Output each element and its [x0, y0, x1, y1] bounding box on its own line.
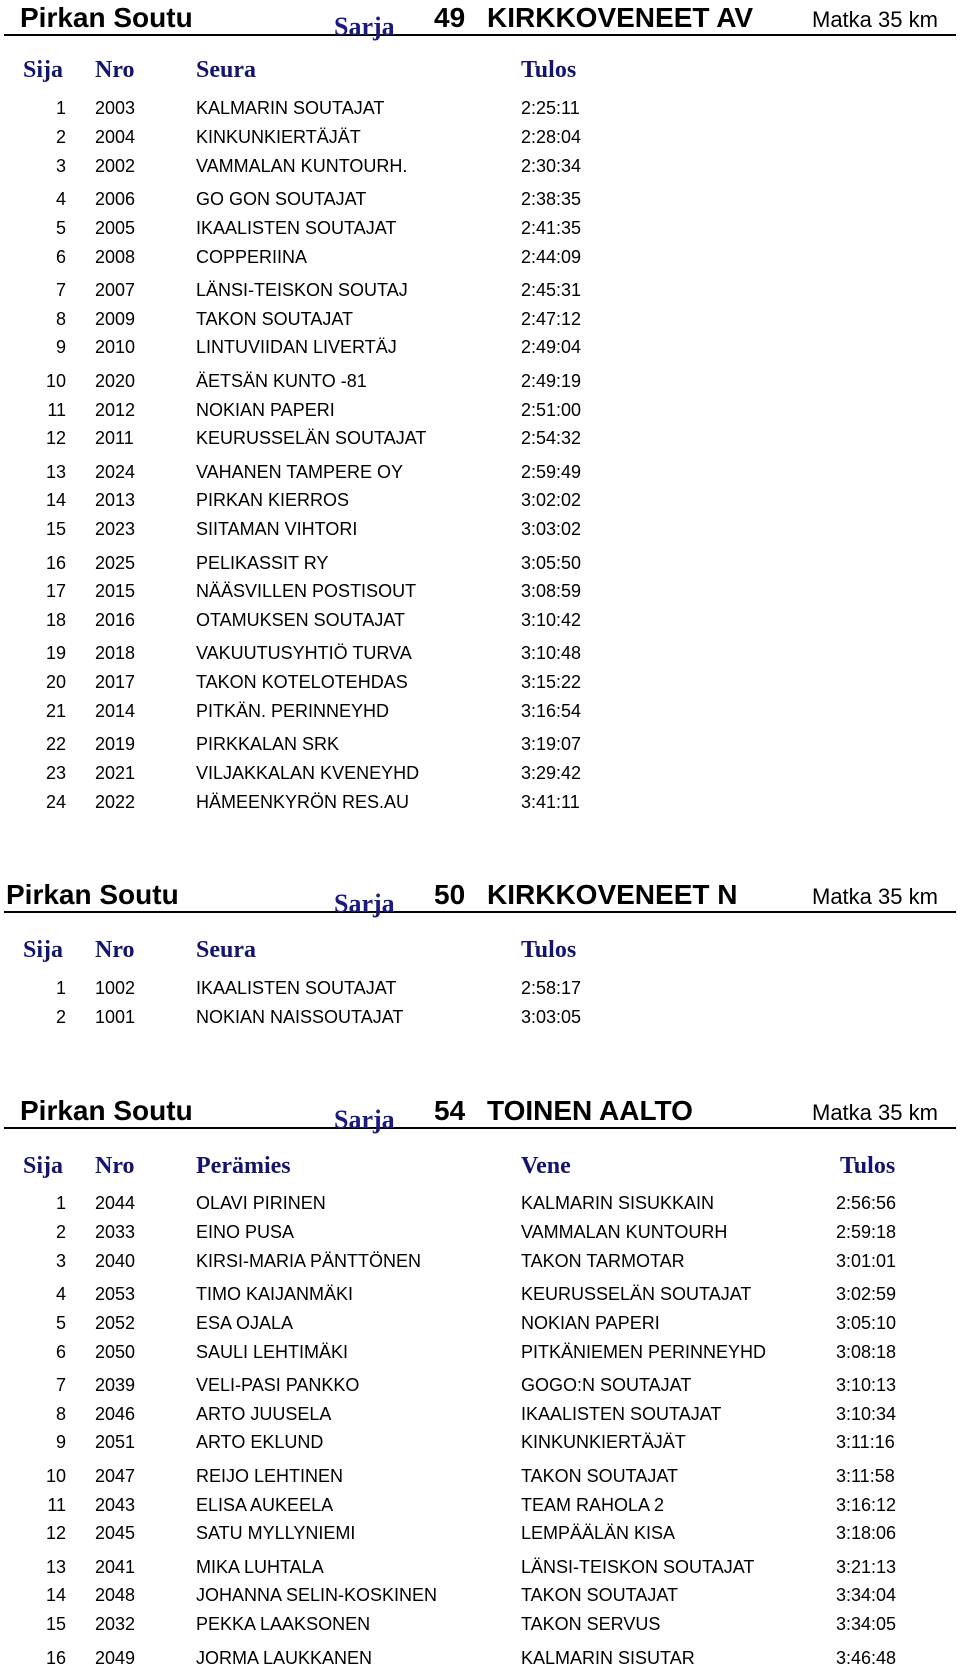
column-header-sija: Sija: [23, 1153, 64, 1179]
cell-number: 2002: [95, 155, 136, 176]
cell-number: 2004: [95, 126, 136, 147]
cell-club: PIRKAN KIERROS: [196, 490, 350, 511]
cell-result: 2:49:19: [521, 370, 582, 391]
cell-rank: 9: [55, 337, 66, 358]
event-name: Pirkan Soutu: [20, 2, 193, 33]
table-row: [0, 642, 960, 664]
cell-rank: 2: [55, 126, 66, 147]
cell-number: 2016: [95, 610, 136, 631]
column-header-nro: Nro: [95, 57, 135, 83]
cell-result: 2:28:04: [521, 126, 582, 147]
table-row: [0, 1403, 960, 1425]
table-row: [0, 336, 960, 358]
cell-result: 3:19:07: [521, 734, 582, 755]
cell-club: KEURUSSELÄN SOUTAJAT: [196, 428, 427, 449]
cell-helmsman: OLAVI PIRINEN: [196, 1193, 326, 1213]
cell-number: 2039: [95, 1374, 136, 1395]
table-row: [0, 1494, 960, 1516]
table-row: [0, 279, 960, 301]
series-title: KIRKKOVENEET AV: [487, 2, 754, 33]
cell-rank: 14: [45, 1585, 66, 1606]
cell-result: 3:01:01: [836, 1250, 897, 1271]
column-header-sija: Sija: [23, 57, 64, 83]
column-header-nro: Nro: [95, 937, 135, 963]
table-row: [0, 1341, 960, 1363]
column-header-seura: Seura: [196, 937, 256, 963]
table-row: [0, 671, 960, 693]
table-row: [0, 155, 960, 177]
cell-rank: 3: [55, 1250, 66, 1271]
cell-result: 2:59:18: [836, 1221, 897, 1242]
cell-rank: 7: [55, 1374, 66, 1395]
cell-club: PIRKKALAN SRK: [196, 734, 340, 755]
table-row: [0, 1584, 960, 1606]
cell-number: 2017: [95, 672, 136, 693]
column-header-tulos: Tulos: [521, 937, 577, 963]
cell-result: 3:46:48: [836, 1647, 897, 1668]
cell-club: TAKON SOUTAJAT: [196, 308, 354, 329]
distance: Matka 35 km: [812, 7, 938, 32]
cell-boat: TAKON TARMOTAR: [521, 1250, 685, 1271]
cell-club: HÄMEENKYRÖN RES.AU: [196, 791, 410, 812]
section-header: [4, 877, 956, 918]
cell-rank: 2: [55, 1006, 66, 1027]
cell-number: 2013: [95, 490, 136, 511]
table-row: [0, 1312, 960, 1334]
series-number: 50: [434, 879, 466, 910]
cell-number: 2019: [95, 734, 136, 755]
cell-number: 2052: [95, 1312, 136, 1333]
table-row: [0, 217, 960, 239]
cell-number: 2051: [95, 1432, 136, 1453]
cell-rank: 8: [55, 308, 66, 329]
cell-boat: VAMMALAN KUNTOURH: [521, 1221, 728, 1242]
table-row: [0, 1613, 960, 1635]
cell-club: NOKIAN NAISSOUTAJAT: [196, 1006, 404, 1027]
cell-club: LINTUVIIDAN LIVERTÄJ: [196, 337, 397, 358]
table-row: [0, 188, 960, 210]
table-row: [0, 733, 960, 755]
cell-boat: TAKON SERVUS: [521, 1614, 661, 1635]
cell-rank: 1: [55, 1193, 66, 1213]
cell-boat: NOKIAN PAPERI: [521, 1312, 660, 1333]
cell-number: 2053: [95, 1283, 136, 1304]
cell-number: 2047: [95, 1465, 136, 1486]
series-title: KIRKKOVENEET N: [487, 879, 738, 910]
cell-number: 2010: [95, 337, 136, 358]
column-header-vene: Vene: [521, 1153, 571, 1179]
cell-result: 2:56:56: [836, 1193, 897, 1213]
cell-helmsman: SATU MYLLYNIEMI: [196, 1523, 356, 1544]
cell-result: 2:58:17: [521, 978, 582, 998]
cell-rank: 6: [55, 246, 66, 267]
cell-number: 2007: [95, 279, 136, 300]
cell-helmsman: EINO PUSA: [196, 1221, 295, 1242]
table-row: [0, 580, 960, 602]
cell-club: TAKON KOTELOTEHDAS: [196, 672, 408, 693]
cell-club: GO GON SOUTAJAT: [196, 188, 367, 209]
cell-helmsman: ARTO EKLUND: [196, 1432, 324, 1453]
cell-result: 3:18:06: [836, 1523, 897, 1544]
distance: Matka 35 km: [812, 884, 938, 909]
cell-number: 2018: [95, 643, 136, 664]
cell-club: IKAALISTEN SOUTAJAT: [196, 978, 397, 998]
cell-result: 3:03:05: [521, 1006, 582, 1027]
cell-result: 2:38:35: [521, 188, 582, 209]
cell-rank: 16: [45, 1647, 66, 1668]
cell-rank: 11: [47, 1494, 66, 1515]
table-row: [0, 700, 960, 722]
cell-number: 2024: [95, 461, 136, 482]
cell-club: PELIKASSIT RY: [196, 552, 329, 573]
cell-result: 3:05:50: [521, 552, 582, 573]
cell-number: 2040: [95, 1250, 136, 1271]
cell-rank: 16: [45, 552, 66, 573]
table-row: [0, 1465, 960, 1487]
cell-result: 3:15:22: [521, 672, 582, 693]
cell-result: 2:49:04: [521, 337, 582, 358]
cell-club: VAHANEN TAMPERE OY: [196, 461, 404, 482]
series-title: TOINEN AALTO: [487, 1095, 693, 1126]
cell-number: 2033: [95, 1221, 136, 1242]
cell-club: VAMMALAN KUNTOURH.: [196, 155, 408, 176]
section-header: [4, 1093, 956, 1134]
cell-rank: 10: [45, 370, 66, 391]
cell-helmsman: PEKKA LAAKSONEN: [196, 1614, 371, 1635]
table-row: [0, 489, 960, 511]
cell-helmsman: TIMO KAIJANMÄKI: [196, 1283, 354, 1304]
cell-number: 2015: [95, 581, 136, 602]
cell-number: 2043: [95, 1494, 136, 1515]
cell-number: 2006: [95, 188, 136, 209]
cell-result: 3:16:12: [836, 1494, 897, 1515]
cell-boat: IKAALISTEN SOUTAJAT: [521, 1403, 722, 1424]
cell-boat: KALMARIN SISUTAR: [521, 1647, 695, 1668]
table-row: [0, 762, 960, 784]
cell-result: 2:45:31: [521, 279, 582, 300]
cell-result: 3:10:48: [521, 643, 582, 664]
cell-club: SIITAMAN VIHTORI: [196, 519, 358, 540]
cell-result: 3:34:04: [836, 1585, 897, 1606]
cell-club: NOKIAN PAPERI: [196, 399, 335, 420]
cell-result: 3:08:59: [521, 581, 582, 602]
cell-club: IKAALISTEN SOUTAJAT: [196, 217, 397, 238]
cell-boat: PITKÄNIEMEN PERINNEYHD: [521, 1341, 767, 1362]
column-header-tulos: Tulos: [521, 57, 577, 83]
cell-boat: GOGO:N SOUTAJAT: [521, 1374, 692, 1395]
cell-helmsman: VELI-PASI PANKKO: [196, 1374, 360, 1395]
cell-rank: 5: [55, 1312, 66, 1333]
cell-boat: KEURUSSELÄN SOUTAJAT: [521, 1283, 752, 1304]
cell-number: 2045: [95, 1523, 136, 1544]
table-row: [0, 308, 960, 330]
cell-club: KINKUNKIERTÄJÄT: [196, 126, 361, 147]
cell-rank: 13: [45, 461, 66, 482]
cell-number: 2022: [95, 791, 136, 812]
cell-result: 3:08:18: [836, 1341, 897, 1362]
cell-helmsman: SAULI LEHTIMÄKI: [196, 1341, 349, 1362]
cell-result: 3:41:11: [521, 791, 580, 812]
distance: Matka 35 km: [812, 1100, 938, 1125]
cell-club: OTAMUKSEN SOUTAJAT: [196, 610, 406, 631]
cell-helmsman: ARTO JUUSELA: [196, 1403, 332, 1424]
cell-rank: 14: [45, 490, 66, 511]
cell-number: 2050: [95, 1341, 136, 1362]
cell-result: 3:21:13: [836, 1556, 897, 1577]
cell-result: 2:44:09: [521, 246, 582, 267]
cell-result: 3:10:13: [836, 1374, 897, 1395]
cell-rank: 22: [45, 734, 66, 755]
cell-rank: 4: [55, 188, 66, 209]
cell-rank: 24: [45, 791, 66, 812]
cell-number: 2049: [95, 1647, 136, 1668]
cell-result: 2:41:35: [521, 217, 582, 238]
cell-result: 3:11:16: [836, 1432, 895, 1453]
cell-rank: 12: [45, 1523, 66, 1544]
series-number: 49: [434, 2, 466, 33]
table-row: [0, 246, 960, 268]
cell-rank: 3: [55, 155, 66, 176]
table-row: [0, 1647, 960, 1669]
cell-result: 3:05:10: [836, 1312, 897, 1333]
cell-rank: 11: [47, 399, 66, 420]
cell-result: 2:25:11: [521, 98, 580, 118]
cell-boat: KALMARIN SISUKKAIN: [521, 1193, 715, 1213]
cell-rank: 4: [55, 1283, 66, 1304]
table-row: [0, 791, 960, 813]
cell-rank: 19: [45, 643, 66, 664]
event-name: Pirkan Soutu: [20, 1095, 193, 1126]
cell-number: 2025: [95, 552, 136, 573]
cell-result: 3:10:34: [836, 1403, 897, 1424]
cell-number: 2003: [95, 98, 136, 118]
series-number: 54: [434, 1095, 466, 1126]
table-row: [0, 1006, 960, 1028]
table-row: [0, 1522, 960, 1544]
cell-helmsman: MIKA LUHTALA: [196, 1556, 324, 1577]
cell-rank: 5: [55, 217, 66, 238]
cell-result: 3:10:42: [521, 610, 582, 631]
cell-boat: TAKON SOUTAJAT: [521, 1465, 679, 1486]
cell-helmsman: ELISA AUKEELA: [196, 1494, 334, 1515]
cell-rank: 1: [55, 978, 66, 998]
cell-rank: 17: [45, 581, 66, 602]
cell-rank: 7: [55, 279, 66, 300]
column-header-tulos: Tulos: [840, 1153, 896, 1179]
table-row: [0, 126, 960, 148]
cell-club: VAKUUTUSYHTIÖ TURVA: [196, 643, 412, 664]
cell-number: 2012: [95, 399, 136, 420]
cell-boat: LEMPÄÄLÄN KISA: [521, 1523, 676, 1544]
cell-result: 3:11:58: [836, 1465, 895, 1486]
cell-result: 2:59:49: [521, 461, 582, 482]
cell-number: 2005: [95, 217, 136, 238]
cell-helmsman: KIRSI-MARIA PÄNTTÖNEN: [196, 1250, 422, 1271]
cell-rank: 8: [55, 1403, 66, 1424]
section-header: [4, 0, 956, 41]
cell-rank: 13: [45, 1556, 66, 1577]
cell-rank: 18: [45, 610, 66, 631]
cell-rank: 12: [45, 428, 66, 449]
table-row: [0, 609, 960, 631]
table-row: [0, 370, 960, 392]
cell-club: PITKÄN. PERINNEYHD: [196, 701, 390, 721]
cell-club: COPPERIINA: [196, 246, 308, 267]
cell-rank: 10: [45, 1465, 66, 1486]
sarja-label: Sarja: [334, 12, 395, 41]
cell-result: 3:34:05: [836, 1614, 897, 1635]
cell-club: NÄÄSVILLEN POSTISOUT: [196, 581, 417, 602]
column-header-seura: Seura: [196, 57, 256, 83]
table-row: [0, 1556, 960, 1578]
cell-rank: 6: [55, 1341, 66, 1362]
table-row: [0, 461, 960, 483]
cell-number: 2020: [95, 370, 136, 391]
table-row: [0, 552, 960, 574]
column-header-nro: Nro: [95, 1153, 135, 1179]
cell-number: 1001: [95, 1006, 136, 1027]
table-row: [0, 977, 960, 999]
sarja-label: Sarja: [334, 889, 395, 918]
cell-boat: TEAM RAHOLA 2: [521, 1494, 665, 1515]
cell-rank: 2: [55, 1221, 66, 1242]
cell-club: LÄNSI-TEISKON SOUTAJ: [196, 279, 408, 300]
cell-result: 2:51:00: [521, 399, 582, 420]
table-row: [0, 1250, 960, 1272]
cell-result: 2:30:34: [521, 155, 582, 176]
cell-result: 3:16:54: [521, 701, 582, 721]
sarja-label: Sarja: [334, 1105, 395, 1134]
table-row: [0, 518, 960, 540]
column-header-peramies: Perämies: [196, 1153, 291, 1179]
table-row: [0, 97, 960, 119]
column-header-sija: Sija: [23, 937, 64, 963]
cell-helmsman: JORMA LAUKKANEN: [196, 1647, 373, 1668]
cell-number: 2044: [95, 1193, 136, 1213]
cell-number: 1002: [95, 978, 136, 998]
cell-boat: TAKON SOUTAJAT: [521, 1585, 679, 1606]
cell-result: 3:02:02: [521, 490, 582, 511]
table-row: [0, 1221, 960, 1243]
cell-rank: 23: [45, 763, 66, 784]
cell-number: 2011: [95, 428, 134, 449]
cell-result: 3:29:42: [521, 763, 582, 784]
table-row: [0, 1431, 960, 1453]
cell-club: VILJAKKALAN KVENEYHD: [196, 763, 420, 784]
cell-number: 2041: [95, 1556, 136, 1577]
cell-result: 2:54:32: [521, 428, 582, 449]
table-row: [0, 399, 960, 421]
cell-boat: KINKUNKIERTÄJÄT: [521, 1432, 686, 1453]
table-row: [0, 1192, 960, 1214]
cell-number: 2032: [95, 1614, 136, 1635]
cell-result: 3:02:59: [836, 1283, 897, 1304]
cell-number: 2021: [95, 763, 136, 784]
cell-number: 2048: [95, 1585, 136, 1606]
cell-helmsman: JOHANNA SELIN-KOSKINEN: [196, 1585, 438, 1606]
table-row: [0, 1283, 960, 1305]
cell-helmsman: REIJO LEHTINEN: [196, 1465, 344, 1486]
cell-boat: LÄNSI-TEISKON SOUTAJAT: [521, 1556, 755, 1577]
cell-club: KALMARIN SOUTAJAT: [196, 98, 385, 118]
cell-rank: 1: [55, 98, 66, 118]
cell-number: 2009: [95, 308, 136, 329]
cell-number: 2046: [95, 1403, 136, 1424]
table-row: [0, 1374, 960, 1396]
cell-rank: 15: [45, 1614, 66, 1635]
cell-result: 3:03:02: [521, 519, 582, 540]
cell-number: 2023: [95, 519, 136, 540]
cell-result: 2:47:12: [521, 308, 582, 329]
table-row: [0, 427, 960, 449]
event-name: Pirkan Soutu: [6, 879, 179, 910]
cell-number: 2008: [95, 246, 136, 267]
cell-rank: 9: [55, 1432, 66, 1453]
cell-club: ÄETSÄN KUNTO -81: [196, 370, 367, 391]
cell-rank: 20: [45, 672, 66, 693]
cell-rank: 15: [45, 519, 66, 540]
cell-rank: 21: [45, 701, 66, 721]
cell-number: 2014: [95, 701, 136, 721]
cell-helmsman: ESA OJALA: [196, 1312, 294, 1333]
